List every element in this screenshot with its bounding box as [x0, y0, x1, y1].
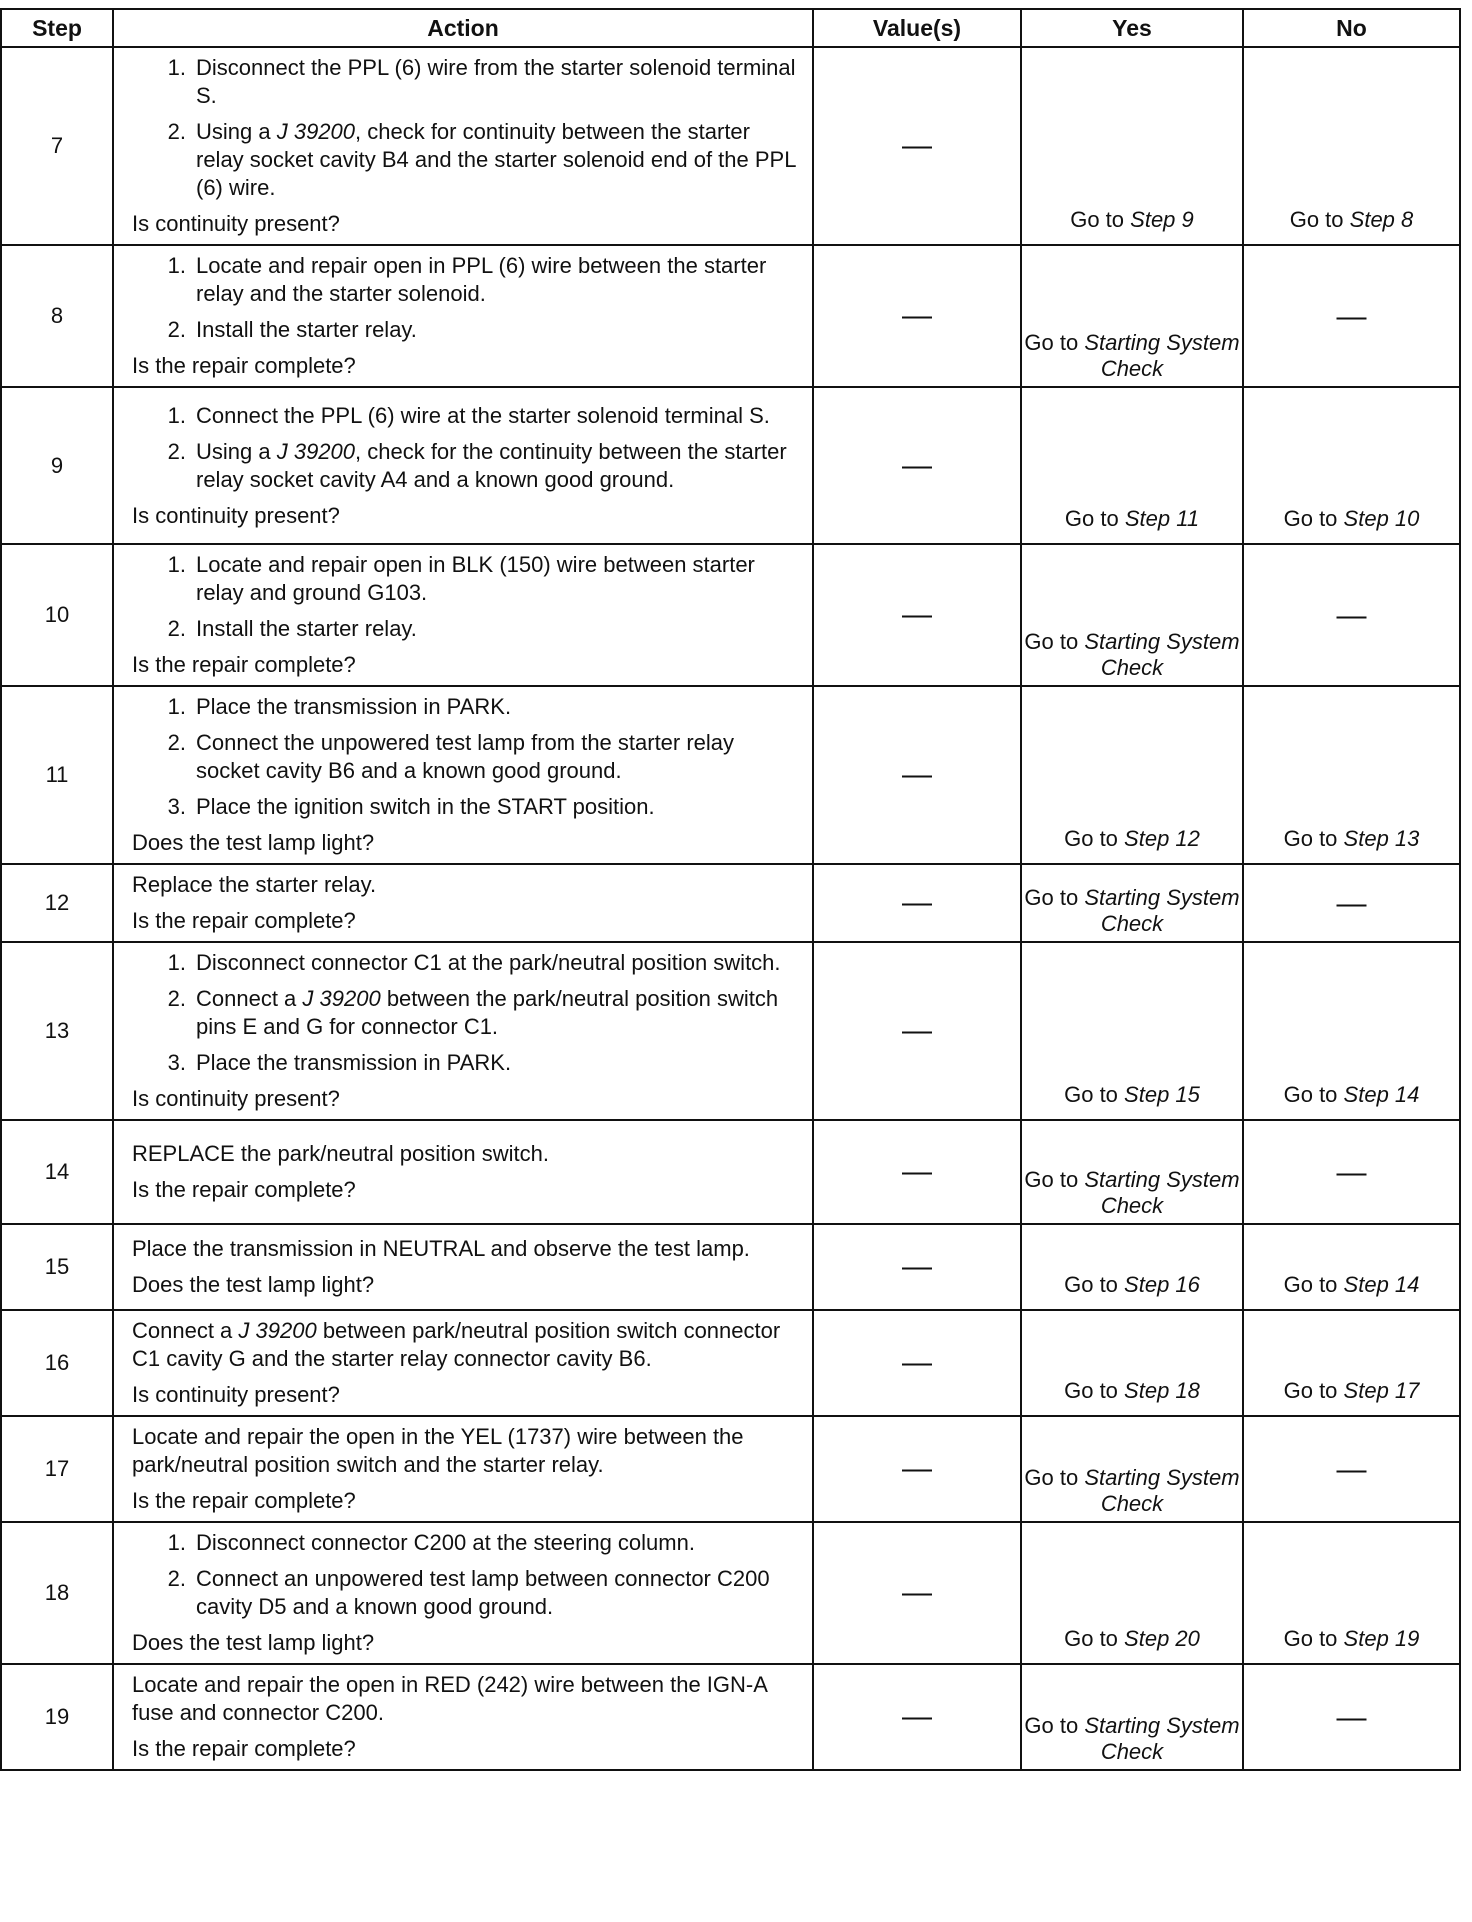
no-target-link[interactable]: Step 8	[1349, 207, 1414, 232]
yes-prefix: Go to	[1024, 1167, 1079, 1192]
value-cell: —	[813, 245, 1021, 387]
diagnostic-table	[0, 8, 1461, 1771]
yes-target-link[interactable]: Step 15	[1124, 1082, 1200, 1107]
yes-prefix: Go to	[1064, 1378, 1118, 1403]
yes-target-link[interactable]: Starting System Check	[1084, 1713, 1240, 1764]
action-item-number: 2.	[167, 616, 186, 641]
yes-target-link[interactable]: Step 9	[1130, 207, 1194, 232]
step-number: 16	[1, 1310, 113, 1416]
yes-target-link[interactable]: Starting System Check	[1084, 885, 1240, 936]
action-text: Locate and repair the open in the YEL (1737) wire between the park/neutral position switch and the starter relay.	[132, 1424, 744, 1477]
action-step-item	[132, 54, 798, 110]
action-item-text: Connect an unpowered test lamp between connector C200 cavity D5 and a known good ground.	[196, 1566, 770, 1619]
action-cell	[113, 544, 813, 686]
table-body	[1, 47, 1460, 1770]
no-cell	[1243, 1120, 1460, 1224]
value-cell: —	[813, 686, 1021, 864]
action-question: Is the repair complete?	[132, 1488, 356, 1513]
yes-cell	[1021, 1310, 1243, 1416]
action-question: Is continuity present?	[132, 1382, 340, 1407]
no-prefix: Go to	[1283, 506, 1338, 531]
no-prefix: Go to	[1283, 1626, 1338, 1651]
yes-prefix: Go to	[1024, 330, 1079, 355]
action-item-number: 2.	[167, 986, 186, 1011]
action-cell	[113, 1224, 813, 1310]
no-dash: —	[1336, 1452, 1367, 1486]
yes-cell	[1021, 245, 1243, 387]
yes-prefix: Go to	[1024, 629, 1079, 654]
no-cell	[1243, 1224, 1460, 1310]
yes-prefix: Go to	[1024, 1465, 1079, 1490]
yes-target-link[interactable]: Starting System Check	[1084, 330, 1240, 381]
action-cell	[113, 864, 813, 942]
action-text: Place the transmission in NEUTRAL and observe the test lamp.	[132, 1236, 750, 1261]
table-row	[1, 1120, 1460, 1224]
action-step-item	[132, 551, 798, 607]
action-cell	[113, 47, 813, 245]
no-prefix: Go to	[1289, 207, 1344, 232]
step-number: 11	[1, 686, 113, 864]
yes-cell	[1021, 686, 1243, 864]
value-cell: —	[813, 1310, 1021, 1416]
action-item-text: Install the starter relay.	[196, 317, 417, 342]
action-item-number: 1.	[167, 402, 186, 428]
table-row	[1, 864, 1460, 942]
value-cell: —	[813, 47, 1021, 245]
table-header-row	[1, 9, 1460, 47]
no-cell	[1243, 1664, 1460, 1770]
action-question: Does the test lamp light?	[132, 830, 375, 855]
yes-cell	[1021, 1416, 1243, 1522]
yes-cell	[1021, 1664, 1243, 1770]
action-question: Is the repair complete?	[132, 652, 356, 677]
action-item-number: 1.	[167, 1530, 186, 1555]
yes-target-link[interactable]: Starting System Check	[1084, 1167, 1240, 1218]
step-number: 13	[1, 942, 113, 1120]
no-cell	[1243, 1416, 1460, 1522]
action-cell	[113, 245, 813, 387]
action-step-item	[132, 252, 798, 308]
yes-prefix: Go to	[1064, 506, 1119, 531]
action-item-text: Locate and repair open in PPL (6) wire between the starter relay and the starter solenoid.	[196, 253, 767, 306]
step-number: 14	[1, 1120, 113, 1224]
action-step-item	[132, 402, 798, 430]
action-item-text: Place the ignition switch in the START position.	[196, 794, 655, 819]
no-dash: —	[1336, 886, 1367, 920]
no-dash: —	[1336, 1155, 1367, 1189]
yes-target-link[interactable]: Step 20	[1124, 1626, 1200, 1651]
action-cell	[113, 387, 813, 544]
action-item-number: 2.	[167, 438, 186, 464]
action-step-item	[132, 316, 798, 344]
yes-cell	[1021, 942, 1243, 1120]
action-item-text: Install the starter relay.	[196, 616, 417, 641]
action-item-text: Connect a J 39200 between the park/neutral position switch pins E and G for connector C1.	[196, 986, 779, 1039]
action-step-item	[132, 985, 798, 1041]
step-number: 18	[1, 1522, 113, 1664]
step-number: 15	[1, 1224, 113, 1310]
yes-target-link[interactable]: Step 11	[1124, 506, 1200, 531]
header-no: No	[1243, 9, 1460, 47]
action-question: Is the repair complete?	[132, 908, 356, 933]
no-prefix: Go to	[1283, 826, 1338, 851]
action-item-number: 1.	[167, 950, 186, 975]
value-cell: —	[813, 864, 1021, 942]
yes-cell	[1021, 1522, 1243, 1664]
action-item-text: Using a J 39200, check for continuity between the starter relay socket cavity B4 and the starter solenoid end of the PPL (6) wire.	[196, 119, 796, 200]
action-step-item	[132, 1529, 798, 1557]
no-target-link[interactable]: Step 14	[1343, 1082, 1420, 1107]
yes-cell	[1021, 864, 1243, 942]
table-row	[1, 1416, 1460, 1522]
yes-prefix: Go to	[1064, 1626, 1118, 1651]
no-cell	[1243, 544, 1460, 686]
table-row	[1, 47, 1460, 245]
no-dash: —	[1336, 1700, 1367, 1734]
no-prefix: Go to	[1283, 1272, 1338, 1297]
action-question: Is continuity present?	[132, 502, 340, 528]
table-row	[1, 686, 1460, 864]
diagnostic-table-container	[0, 8, 1459, 1771]
no-dash: —	[1336, 598, 1367, 632]
step-number: 10	[1, 544, 113, 686]
table-row	[1, 387, 1460, 544]
no-target-link[interactable]: Step 19	[1343, 1626, 1420, 1651]
action-step-item	[132, 693, 798, 721]
action-question: Is continuity present?	[132, 1086, 340, 1111]
step-number: 9	[1, 387, 113, 544]
action-item-number: 1.	[167, 552, 186, 577]
action-cell	[113, 1416, 813, 1522]
yes-prefix: Go to	[1070, 207, 1125, 232]
action-item-text: Place the transmission in PARK.	[196, 694, 512, 719]
action-text: Locate and repair the open in RED (242) wire between the IGN-A fuse and connector C200.	[132, 1672, 767, 1725]
no-cell	[1243, 245, 1460, 387]
action-cell	[113, 1664, 813, 1770]
no-target-link[interactable]: Step 10	[1343, 506, 1420, 531]
yes-prefix: Go to	[1064, 1082, 1118, 1107]
action-cell	[113, 1522, 813, 1664]
action-text: Replace the starter relay.	[132, 872, 377, 897]
no-prefix: Go to	[1283, 1378, 1338, 1403]
yes-cell	[1021, 387, 1243, 544]
yes-prefix: Go to	[1064, 826, 1118, 851]
action-item-number: 2.	[167, 119, 186, 144]
yes-prefix: Go to	[1024, 1713, 1079, 1738]
value-cell: —	[813, 544, 1021, 686]
table-row	[1, 942, 1460, 1120]
value-cell: —	[813, 942, 1021, 1120]
action-step-item	[132, 438, 798, 494]
tool-reference: J 39200	[238, 1318, 317, 1343]
value-cell: —	[813, 387, 1021, 544]
action-item-text: Connect the unpowered test lamp from the starter relay socket cavity B6 and a known good ground.	[196, 730, 735, 783]
action-item-text: Using a J 39200, check for the continuity between the starter relay socket cavity A4 and a known good ground.	[196, 438, 787, 492]
header-action: Action	[113, 9, 813, 47]
action-item-text: Locate and repair open in BLK (150) wire between starter relay and ground G103.	[196, 552, 755, 605]
step-number: 19	[1, 1664, 113, 1770]
tool-reference: J 39200	[276, 438, 356, 464]
table-row	[1, 1664, 1460, 1770]
table-row	[1, 1310, 1460, 1416]
no-target-link[interactable]: Step 14	[1343, 1272, 1420, 1297]
action-step-item	[132, 949, 798, 977]
action-step-item	[132, 793, 798, 821]
no-target-link[interactable]: Step 17	[1343, 1378, 1420, 1403]
yes-prefix: Go to	[1064, 1272, 1118, 1297]
action-item-text: Connect the PPL (6) wire at the starter solenoid terminal S.	[196, 402, 770, 428]
action-item-number: 2.	[167, 730, 186, 755]
yes-target-link[interactable]: Step 16	[1124, 1272, 1200, 1297]
yes-target-link[interactable]: Starting System Check	[1084, 629, 1240, 680]
action-step-item	[132, 1565, 798, 1621]
yes-cell	[1021, 47, 1243, 245]
yes-target-link[interactable]: Starting System Check	[1084, 1465, 1240, 1516]
action-question: Is the repair complete?	[132, 1736, 356, 1761]
no-cell	[1243, 1522, 1460, 1664]
table-row	[1, 245, 1460, 387]
value-cell: —	[813, 1522, 1021, 1664]
header-yes: Yes	[1021, 9, 1243, 47]
action-question: Is continuity present?	[132, 211, 340, 236]
action-item-text: Disconnect connector C200 at the steering column.	[196, 1530, 695, 1555]
no-cell	[1243, 47, 1460, 245]
value-cell: —	[813, 1664, 1021, 1770]
yes-cell	[1021, 1224, 1243, 1310]
value-cell: —	[813, 1224, 1021, 1310]
action-item-number: 3.	[167, 1050, 186, 1075]
action-step-item	[132, 118, 798, 202]
action-text: REPLACE the park/neutral position switch.	[132, 1141, 549, 1166]
value-cell: —	[813, 1416, 1021, 1522]
action-item-number: 3.	[167, 794, 186, 819]
action-cell	[113, 686, 813, 864]
yes-cell	[1021, 1120, 1243, 1224]
table-row	[1, 1522, 1460, 1664]
step-number: 17	[1, 1416, 113, 1522]
action-item-number: 1.	[167, 694, 186, 719]
no-dash: —	[1336, 299, 1367, 333]
action-item-text: Disconnect connector C1 at the park/neutral position switch.	[196, 950, 781, 975]
tool-reference: J 39200	[302, 986, 381, 1011]
yes-target-link[interactable]: Step 12	[1124, 826, 1200, 851]
header-step: Step	[1, 9, 113, 47]
action-text: Connect a J 39200 between park/neutral position switch connector C1 cavity G and the starter relay connector cavity B6.	[132, 1318, 781, 1371]
action-cell	[113, 1120, 813, 1224]
action-item-text: Place the transmission in PARK.	[196, 1050, 512, 1075]
action-question: Does the test lamp light?	[132, 1272, 375, 1297]
action-question: Is the repair complete?	[132, 353, 356, 378]
action-question: Does the test lamp light?	[132, 1630, 375, 1655]
no-cell	[1243, 1310, 1460, 1416]
no-cell	[1243, 387, 1460, 544]
action-cell	[113, 942, 813, 1120]
action-item-text: Disconnect the PPL (6) wire from the starter solenoid terminal S.	[196, 55, 796, 108]
no-cell	[1243, 942, 1460, 1120]
action-item-number: 1.	[167, 253, 186, 278]
action-item-number: 2.	[167, 317, 186, 342]
action-step-item	[132, 615, 798, 643]
action-item-number: 2.	[167, 1566, 186, 1591]
yes-cell	[1021, 544, 1243, 686]
yes-target-link[interactable]: Step 18	[1124, 1378, 1200, 1403]
step-number: 12	[1, 864, 113, 942]
action-item-number: 1.	[167, 55, 186, 80]
step-number: 8	[1, 245, 113, 387]
tool-reference: J 39200	[276, 119, 356, 144]
no-cell	[1243, 686, 1460, 864]
action-question: Is the repair complete?	[132, 1177, 356, 1202]
step-number: 7	[1, 47, 113, 245]
header-values: Value(s)	[813, 9, 1021, 47]
action-step-item	[132, 729, 798, 785]
table-row	[1, 1224, 1460, 1310]
value-cell: —	[813, 1120, 1021, 1224]
no-cell	[1243, 864, 1460, 942]
no-prefix: Go to	[1283, 1082, 1338, 1107]
no-target-link[interactable]: Step 13	[1343, 826, 1420, 851]
action-step-item	[132, 1049, 798, 1077]
action-cell	[113, 1310, 813, 1416]
yes-prefix: Go to	[1024, 885, 1079, 910]
table-row	[1, 544, 1460, 686]
